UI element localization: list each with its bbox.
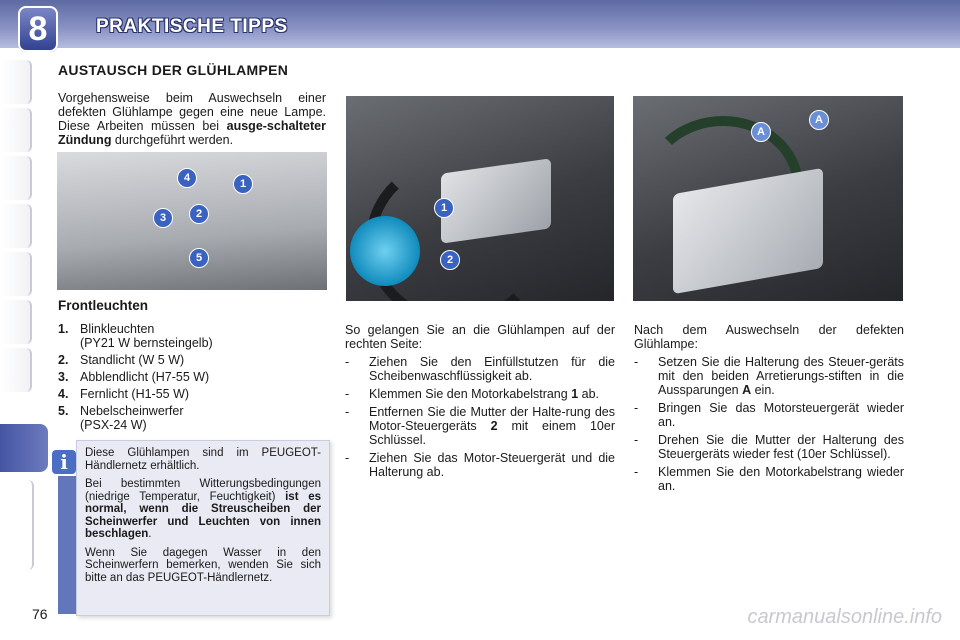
section-title: AUSTAUSCH DER GLÜHLAMPEN <box>58 62 289 78</box>
list-item <box>58 370 328 384</box>
list-dash: - <box>345 451 350 465</box>
callout-2: 2 <box>189 204 209 224</box>
chapter-tab[interactable] <box>0 252 32 296</box>
info-bold-text: ist es normal, wenn die Streuscheiben der Scheinwerfer und Leuchten von innen beschlagen <box>85 490 321 540</box>
step-text: Setzen Sie die Halterung des Steuer-geräts mit den beiden Arretierungs-stiften in die Aussparungen <box>658 355 904 397</box>
chapter-tab[interactable] <box>0 108 32 152</box>
step-text: Klemmen Sie den Motorkabelstrang wieder an. <box>658 465 904 493</box>
step-text: Entfernen Sie die Mutter der Halte-rung des Motor-Steuergeräts <box>369 405 615 433</box>
item-label: Standlicht (W 5 W) <box>80 353 185 367</box>
washer-filler-cap-illustration <box>350 216 420 286</box>
info-paragraph: Diese Glühlampen sind im PEUGEOT-Händlernetz erhältlich. <box>85 447 321 472</box>
step-text: Ziehen Sie das Motor-Steuergerät und die Halterung ab. <box>369 451 615 479</box>
removal-instructions <box>345 323 615 483</box>
step-list <box>345 355 615 479</box>
info-box <box>76 440 330 616</box>
chapter-tab[interactable] <box>0 156 32 200</box>
step-bold: 1 <box>571 387 579 401</box>
list-item <box>345 405 615 447</box>
list-dash: - <box>634 465 639 479</box>
page-number: 76 <box>32 606 48 622</box>
item-label: Fernlicht (H1-55 W) <box>80 387 190 401</box>
item-number: 1. <box>58 322 69 336</box>
chapter-header <box>0 0 960 48</box>
info-paragraph <box>85 478 321 541</box>
info-side-bar <box>58 476 76 614</box>
step-text: Bringen Sie das Motorsteuergerät wieder an. <box>658 401 904 429</box>
intro-text: Vorgehensweise beim Auswechseln einer defekten Glühlampe gegen eine neue Lampe. Diese Arbeiten müssen bei <box>58 91 326 133</box>
chapter-tab-active[interactable] <box>0 424 48 472</box>
step-list <box>634 355 904 493</box>
chapter-tab[interactable] <box>0 480 34 570</box>
intro-bold-text: ausge-schalteter Zündung <box>58 119 326 147</box>
item-number: 2. <box>58 353 69 367</box>
step-bold: 2 <box>490 419 498 433</box>
callout-A: A <box>751 122 771 142</box>
column-intro: So gelangen Sie an die Glühlampen auf der rechten Seite: <box>345 323 615 351</box>
refit-instructions <box>634 323 904 497</box>
list-item <box>345 387 615 401</box>
list-item <box>58 387 328 401</box>
list-item <box>634 433 904 461</box>
watermark: carmanualsonline.info <box>747 606 942 628</box>
callout-5: 5 <box>189 248 209 268</box>
callout-1: 1 <box>233 174 253 194</box>
engine-photo-removal <box>346 96 614 301</box>
step-text-end: mit einem 10er Schlüssel. <box>369 419 615 447</box>
chapter-tab[interactable] <box>0 204 32 248</box>
item-number: 3. <box>58 370 69 384</box>
info-text: Bei bestimmten Witterungsbedingungen (niedrige Temperatur, Feuchtigkeit) <box>85 478 321 503</box>
car-front-photo <box>57 152 327 290</box>
item-number: 5. <box>58 404 69 418</box>
callout-3: 3 <box>153 208 173 228</box>
list-item <box>345 451 615 479</box>
list-dash: - <box>345 355 350 369</box>
front-lights-title: Frontleuchten <box>58 298 148 313</box>
intro-text-end: durchgeführt werden. <box>111 133 234 147</box>
list-item <box>58 353 328 367</box>
list-item <box>58 404 328 432</box>
callout-2: 2 <box>440 250 460 270</box>
chapter-title: PRAKTISCHE TIPPS <box>96 16 288 37</box>
list-item <box>345 355 615 383</box>
chapter-tab[interactable] <box>0 348 32 392</box>
chapter-number-badge: 8 <box>18 6 58 52</box>
list-item <box>634 465 904 493</box>
list-item <box>634 355 904 397</box>
item-label: Nebelscheinwerfer <box>80 404 184 418</box>
list-dash: - <box>345 387 350 401</box>
chapter-tab[interactable] <box>0 300 32 344</box>
item-label: Blinkleuchten <box>80 322 155 336</box>
info-icon: i <box>52 450 76 474</box>
list-dash: - <box>634 401 639 415</box>
front-lights-list <box>58 322 328 435</box>
list-item <box>634 401 904 429</box>
list-dash: - <box>634 433 639 447</box>
step-bold: A <box>742 383 752 397</box>
step-text: Ziehen Sie den Einfüllstutzen für die Scheibenwaschflüssigkeit ab. <box>369 355 615 383</box>
column-intro: Nach dem Auswechseln der defekten Glühlampe: <box>634 323 904 351</box>
info-paragraph: Wenn Sie dagegen Wasser in den Scheinwerfern bemerken, wenden Sie sich bitte an das PEUGEOT-Händlernetz. <box>85 546 321 584</box>
intro-paragraph <box>58 91 326 147</box>
chapter-tab[interactable] <box>0 60 32 104</box>
callout-A: A <box>809 110 829 130</box>
list-dash: - <box>634 355 639 369</box>
step-text: Drehen Sie die Mutter der Halterung des Steuergeräts wieder fest (10er Schlüssel). <box>658 433 904 461</box>
step-text-end: ab. <box>578 387 599 401</box>
item-spec: (PY21 W bernsteingelb) <box>80 336 213 350</box>
info-text-end: . <box>148 528 152 540</box>
list-dash: - <box>345 405 350 419</box>
step-text: Klemmen Sie den Motorkabelstrang <box>369 387 572 401</box>
step-text-end: ein. <box>751 383 775 397</box>
item-spec: (PSX-24 W) <box>80 418 147 432</box>
chapter-tabs <box>0 60 36 396</box>
callout-1: 1 <box>434 198 454 218</box>
engine-photo-refit <box>633 96 903 301</box>
item-number: 4. <box>58 387 69 401</box>
callout-4: 4 <box>177 168 197 188</box>
list-item <box>58 322 328 350</box>
item-label: Abblendlicht (H7-55 W) <box>80 370 210 384</box>
